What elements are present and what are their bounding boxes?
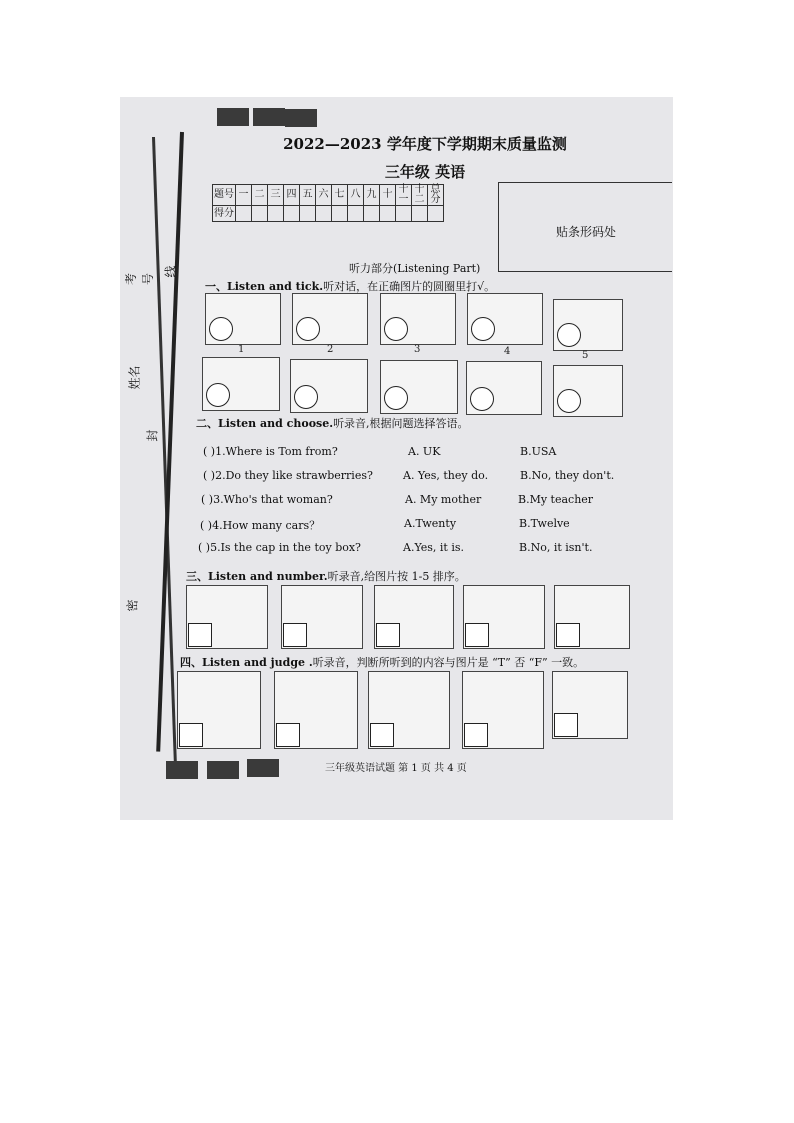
judge-answer-box[interactable] bbox=[554, 713, 578, 737]
tick-circle[interactable] bbox=[557, 389, 581, 413]
number-answer-box[interactable] bbox=[556, 623, 580, 647]
option-b[interactable]: B.USA bbox=[520, 445, 557, 458]
listening-title: 听力部分(Listening Part) bbox=[349, 262, 481, 275]
section2-title-cn: 听录音,根据问题选择答语。 bbox=[333, 417, 469, 430]
exam-title: 2022—2023 学年度下学期期末质量监测 bbox=[283, 135, 567, 153]
score-col: 三 bbox=[268, 185, 284, 206]
registration-mark bbox=[285, 109, 317, 127]
barcode-label: 贴条形码处 bbox=[556, 225, 617, 239]
score-cell[interactable] bbox=[252, 206, 268, 222]
section3-title bbox=[186, 568, 466, 584]
section2-title bbox=[196, 415, 469, 431]
judge-answer-box[interactable] bbox=[179, 723, 203, 747]
tick-picture-2b bbox=[290, 359, 368, 413]
number-picture-box bbox=[186, 585, 268, 649]
judge-picture-tv bbox=[274, 671, 358, 749]
section1-title bbox=[205, 278, 495, 294]
tick-picture-4a bbox=[467, 293, 543, 345]
score-table-row-label: 得分 bbox=[213, 206, 236, 222]
score-col: 十 bbox=[380, 185, 396, 206]
score-col: 九 bbox=[364, 185, 380, 206]
option-a[interactable]: A. My mother bbox=[405, 493, 482, 506]
score-col: 八 bbox=[348, 185, 364, 206]
tick-circle[interactable] bbox=[384, 386, 408, 410]
registration-mark bbox=[247, 759, 279, 777]
section4-title-cn: 听录音，判断所听到的内容与图片是 “T” 否 “F” 一致。 bbox=[312, 656, 585, 669]
score-col: 七 bbox=[332, 185, 348, 206]
score-col: 二 bbox=[252, 185, 268, 206]
score-col: 六 bbox=[316, 185, 332, 206]
section4-title bbox=[180, 654, 584, 670]
tick-circle[interactable] bbox=[471, 317, 495, 341]
seal-label: 封 bbox=[145, 429, 160, 442]
score-cell[interactable] bbox=[364, 206, 380, 222]
tick-circle[interactable] bbox=[206, 383, 230, 407]
question-text: ( )2.Do they like strawberries? bbox=[203, 469, 373, 482]
judge-picture-flag bbox=[177, 671, 261, 749]
option-a[interactable]: A. Yes, they do. bbox=[403, 469, 489, 482]
section3-title-cn: 听录音,给图片按 1-5 排序。 bbox=[327, 570, 466, 583]
exam-no-label: 考号 bbox=[124, 272, 155, 285]
registration-mark bbox=[207, 761, 239, 779]
page-footer: 三年级英语试题 第 1 页 共 4 页 bbox=[325, 763, 467, 774]
barcode-area bbox=[498, 182, 672, 272]
score-col: 总分 bbox=[428, 185, 444, 206]
judge-answer-box[interactable] bbox=[370, 723, 394, 747]
registration-mark bbox=[253, 108, 285, 126]
tick-circle[interactable] bbox=[209, 317, 233, 341]
tick-picture-3a bbox=[380, 293, 456, 345]
score-col: 十二 bbox=[412, 185, 428, 206]
score-col: 四 bbox=[284, 185, 300, 206]
exam-subtitle: 三年级 英语 bbox=[384, 163, 466, 181]
option-b[interactable]: B.No, it isn't. bbox=[519, 541, 593, 554]
score-cell[interactable] bbox=[236, 206, 252, 222]
tick-picture-1b bbox=[202, 357, 280, 411]
option-b[interactable]: B.Twelve bbox=[519, 517, 570, 530]
number-answer-box[interactable] bbox=[188, 623, 212, 647]
tick-circle[interactable] bbox=[296, 317, 320, 341]
section1-title-cn: 听对话，在正确图片的圆圈里打√。 bbox=[323, 280, 496, 293]
score-cell[interactable] bbox=[332, 206, 348, 222]
tick-picture-5a bbox=[553, 299, 623, 351]
number-picture-toy bbox=[554, 585, 630, 649]
score-cell[interactable] bbox=[428, 206, 444, 222]
score-table-row-label: 题号 bbox=[213, 185, 236, 206]
item-number: 1 bbox=[238, 344, 245, 355]
score-cell[interactable] bbox=[412, 206, 428, 222]
name-label: 姓名 bbox=[127, 365, 142, 390]
item-number: 4 bbox=[504, 346, 511, 357]
tick-circle[interactable] bbox=[470, 387, 494, 411]
number-picture-desk-toy bbox=[374, 585, 454, 649]
tick-circle[interactable] bbox=[557, 323, 581, 347]
judge-picture-desk bbox=[462, 671, 544, 749]
judge-picture-cat bbox=[368, 671, 450, 749]
section4-title-en: 四、Listen and judge . bbox=[180, 656, 313, 669]
item-number: 5 bbox=[582, 350, 589, 361]
judge-picture-fruit bbox=[552, 671, 628, 739]
question-text: ( )5.Is the cap in the toy box? bbox=[198, 541, 361, 554]
tick-picture-5b bbox=[553, 365, 623, 417]
number-picture-cap bbox=[463, 585, 545, 649]
option-b[interactable]: B.My teacher bbox=[518, 493, 594, 506]
question-text: ( )4.How many cars？ bbox=[200, 519, 321, 532]
number-picture-desk bbox=[281, 585, 363, 649]
score-cell[interactable] bbox=[300, 206, 316, 222]
score-table bbox=[212, 184, 444, 222]
score-cell[interactable] bbox=[396, 206, 412, 222]
binding-line bbox=[152, 137, 177, 777]
number-answer-box[interactable] bbox=[376, 623, 400, 647]
judge-answer-box[interactable] bbox=[464, 723, 488, 747]
secret-label: 密 bbox=[125, 599, 140, 612]
question-text: ( )3.Who's that woman? bbox=[201, 493, 333, 506]
score-col: 十一 bbox=[396, 185, 412, 206]
section3-title-en: 三、Listen and number. bbox=[186, 570, 328, 583]
binding-margin bbox=[120, 137, 178, 820]
tick-picture-2a bbox=[292, 293, 368, 345]
item-number: 3 bbox=[414, 344, 421, 355]
tick-circle[interactable] bbox=[384, 317, 408, 341]
tick-circle[interactable] bbox=[294, 385, 318, 409]
section2-title-en: 二、Listen and choose. bbox=[196, 417, 334, 430]
score-col: 五 bbox=[300, 185, 316, 206]
option-b[interactable]: B.No, they don't. bbox=[520, 469, 615, 482]
number-answer-box[interactable] bbox=[283, 623, 307, 647]
registration-mark bbox=[217, 108, 249, 126]
score-cell[interactable] bbox=[316, 206, 332, 222]
score-col: 一 bbox=[236, 185, 252, 206]
score-cell[interactable] bbox=[284, 206, 300, 222]
score-cell[interactable] bbox=[268, 206, 284, 222]
option-a[interactable]: A. UK bbox=[408, 445, 441, 458]
judge-answer-box[interactable] bbox=[276, 723, 300, 747]
tick-picture-4b bbox=[466, 361, 542, 415]
item-number: 2 bbox=[327, 344, 334, 355]
option-a[interactable]: A.Yes, it is. bbox=[403, 541, 464, 554]
registration-mark bbox=[166, 761, 198, 779]
score-cell[interactable] bbox=[380, 206, 396, 222]
tick-picture-1a bbox=[205, 293, 281, 345]
section1-title-en: 一、Listen and tick. bbox=[205, 280, 324, 293]
exam-photo bbox=[120, 97, 673, 820]
option-a[interactable]: A.Twenty bbox=[404, 517, 457, 530]
question-text: ( )1.Where is Tom from? bbox=[203, 445, 338, 458]
tick-picture-3b bbox=[380, 360, 458, 414]
score-cell[interactable] bbox=[348, 206, 364, 222]
line-label: 线 bbox=[163, 265, 178, 278]
number-answer-box[interactable] bbox=[465, 623, 489, 647]
